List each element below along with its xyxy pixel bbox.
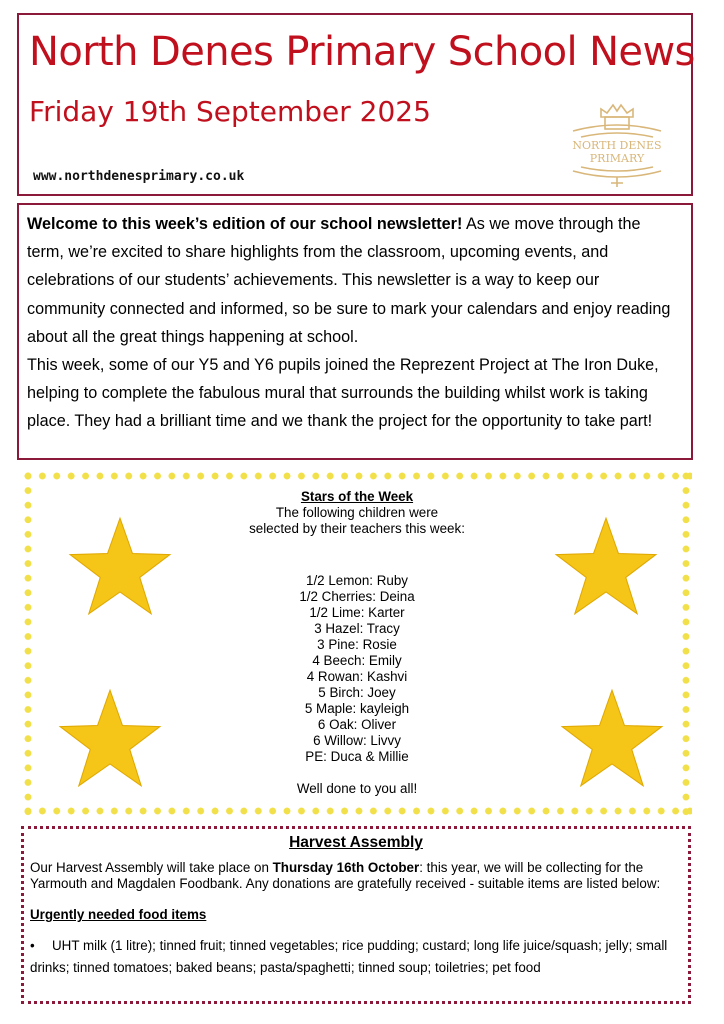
list-item: 5 Birch: Joey xyxy=(318,685,396,700)
harvest-assembly-section xyxy=(21,826,691,1004)
welcome-section xyxy=(17,203,693,460)
stars-closing: Well done to you all! xyxy=(296,781,418,796)
harvest-subheading: Urgently needed food items xyxy=(30,907,207,922)
harvest-items-text: UHT milk (1 litre); tinned fruit; tinned vegetables; rice pudding; custard; long life juice/squash; jelly; small drinks; tinned tomatoes; baked beans; pasta/spaghetti; tinned soup; toiletries; pet food xyxy=(30,938,668,975)
stars-of-the-week-box xyxy=(22,470,692,817)
crest-text-line2: PRIMARY xyxy=(589,152,645,165)
list-item: PE: Duca & Millie xyxy=(305,749,409,764)
harvest-title: Harvest Assembly xyxy=(289,834,423,851)
list-item: 1/2 Lemon: Ruby xyxy=(306,573,408,588)
welcome-news: This week, some of our Y5 and Y6 pupils joined the Reprezent Project at The Iron Duke, helping to complete the fabulous mural that surrounds the building whilst work is taking place. They had a brilliant time and we thank the project for the opportunity to take part! xyxy=(27,356,659,431)
list-item: 3 Hazel: Tracy xyxy=(314,621,400,636)
stars-heading: Stars of the Week xyxy=(300,489,414,504)
stars-content xyxy=(34,489,680,797)
school-title: North Denes Primary School News xyxy=(29,29,695,75)
list-item: 6 Oak: Oliver xyxy=(317,717,397,732)
bullet-icon: • xyxy=(30,938,35,953)
list-item: 3 Pine: Rosie xyxy=(317,637,397,652)
welcome-lead: Welcome to this week’s edition of our school newsletter! xyxy=(27,215,463,233)
welcome-intro: As we move through the term, we’re excited to share highlights from the classroom, upcoming events, and celebrations of our students’ achievements. This newsletter is a way to keep our community connected and informed, so be sure to mark your calendars and enjoy reading about all the great things happening at school. xyxy=(27,215,671,346)
list-item: 5 Maple: kayleigh xyxy=(304,701,410,716)
harvest-items xyxy=(30,935,682,979)
harvest-date: Thursday 16th October xyxy=(272,860,420,875)
newsletter-header xyxy=(17,13,693,196)
list-item: 6 Willow: Livvy xyxy=(313,733,401,748)
stars-intro-line2: selected by their teachers this week: xyxy=(249,521,465,536)
list-item: 4 Beech: Emily xyxy=(312,653,402,668)
school-crest-logo xyxy=(567,97,667,189)
harvest-intro-after: : this year, we will be collecting for the Yarmouth and Magdalen Foodbank. Any donations are gratefully received - suitable items are listed below: xyxy=(30,860,661,891)
school-website-link[interactable]: www.northdenesprimary.co.uk xyxy=(33,169,245,184)
list-item: 1/2 Lime: Karter xyxy=(309,605,405,620)
winner-list xyxy=(34,573,680,765)
welcome-paragraph xyxy=(27,210,681,351)
harvest-intro-before: Our Harvest Assembly will take place on xyxy=(30,860,273,875)
crest-text-line1: NORTH DENES xyxy=(572,139,662,152)
list-item: 4 Rowan: Kashvi xyxy=(306,669,408,684)
harvest-intro xyxy=(30,860,682,892)
list-item: 1/2 Cherries: Deina xyxy=(299,589,415,604)
stars-intro-line1: The following children were xyxy=(275,505,439,520)
issue-date: Friday 19th September 2025 xyxy=(29,95,431,128)
